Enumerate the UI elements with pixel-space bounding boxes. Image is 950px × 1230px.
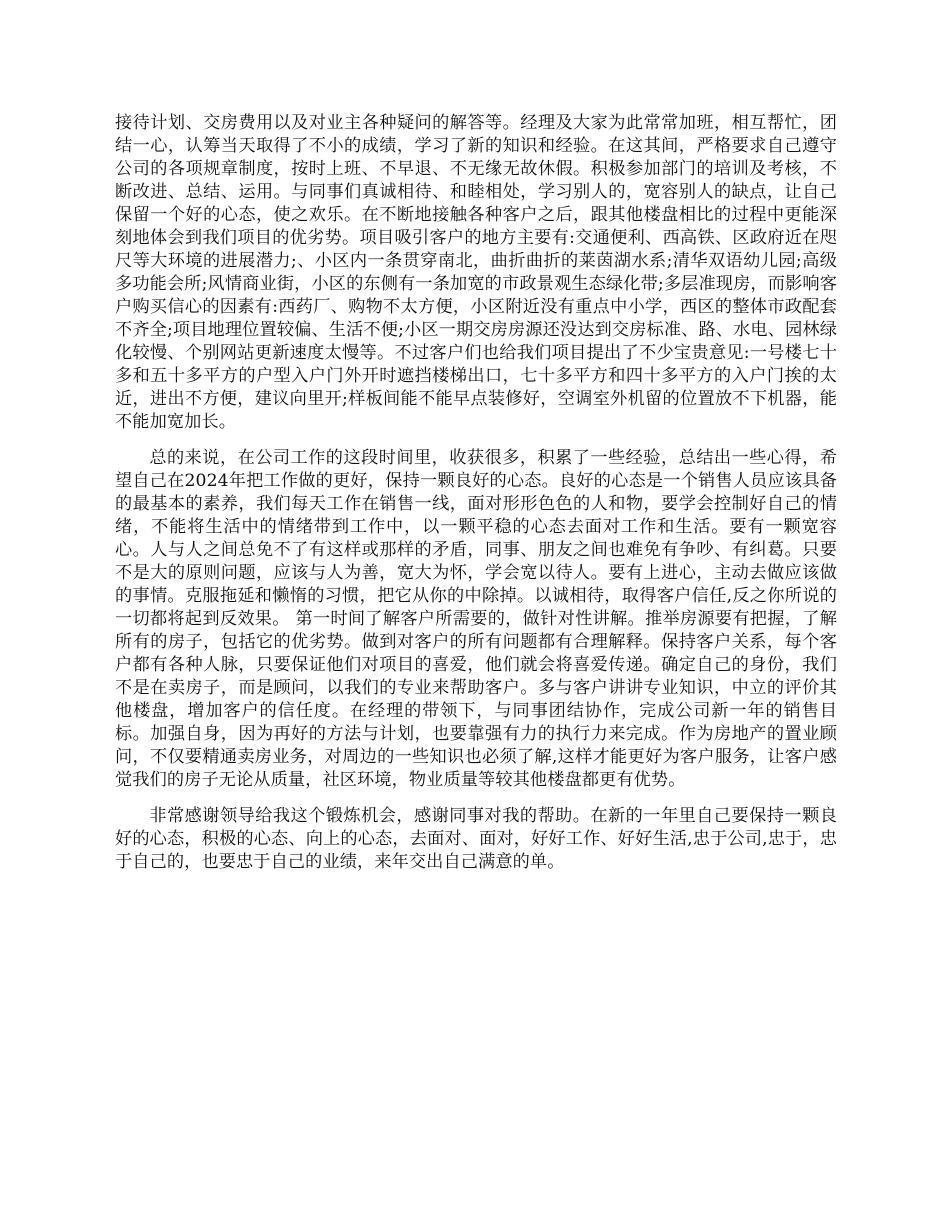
document-body bbox=[115, 112, 837, 887]
paragraph-continuation: 接待计划、交房费用以及对业主各种疑问的解答等。经理及大家为此常常加班，相互帮忙，团结一心，认筹当天取得了不小的成绩，学习了新的知识和经验。在这其间，严格要求自己遵守公司的各项规章制度，按时上班、不早退、不无缘无故休假。积极参加部门的培训及考核，不断改进、总结、运用。与同事们真诚相待、和睦相处，学习别人的，宽容别人的缺点，让自己保留一个好的心态，使之欢乐。在不断地接触各种客户之后，跟其他楼盘相比的过程中更能深刻地体会到我们项目的优劣势。项目吸引客户的地方主要有:交通便利、西高铁、区政府近在咫尺等大环境的进展潜力;、小区内一条贯穿南北，曲折曲折的莱茵湖水系;清华双语幼儿园;高级多功能会所;风情商业街，小区的东侧有一条加宽的市政景观生态绿化带;多层准现房，而影响客户购买信心的因素有:西药厂、购物不太方便，小区附近没有重点中小学，西区的整体市政配套不齐全;项目地理位置较偏、生活不便;小区一期交房房源还没达到交房标准、路、水电、园林绿化较慢、个别网站更新速度太慢等。不过客户们也给我们项目提出了不少宝贵意见:一号楼七十多和五十多平方的户型入户门外开时遮挡楼梯出口，七十多平方和四十多平方的入户门挨的太近，进出不方便，建议向里开;样板间能不能早点装修好，空调室外机留的位置放不下机器，能不能加宽加长。 bbox=[115, 113, 837, 432]
paragraph-thanks: 非常感谢领导给我这个锻炼机会，感谢同事对我的帮助。在新的一年里自己要保持一颗良好的心态，积极的心态、向上的心态，去面对、面对，好好工作、好好生活,忠于公司,忠于，忠于自己的，也要忠于自己的业绩，来年交出自己满意的单。 bbox=[115, 806, 837, 872]
paragraph-summary: 总的来说，在公司工作的这段时间里，收获很多，积累了一些经验，总结出一些心得，希望自己在2024年把工作做的更好，保持一颗良好的心态。良好的心态是一个销售人员应该具备的最基本的素养，我们每天工作在销售一线，面对形形色色的人和物，要学会控制好自己的情绪，不能将生活中的情绪带到工作中，以一颗平稳的心态去面对工作和生活。要有一颗宽容心。人与人之间总免不了有这样或那样的矛盾，同事、朋友之间也难免有争吵、有纠葛。只要不是大的原则问题，应该与人为善，宽大为怀，学会宽以待人。要有上进心，主动去做应该做的事情。克服拖延和懒惰的习惯，把它从你的中除掉。以诚相待，取得客户信任,反之你所说的一切都将起到反效果。 第一时间了解客户所需要的，做针对性讲解。推举房源要有把握，了解所有的房子，包括它的优劣势。做到对客户的所有问题都有合理解释。保持客户关系，每个客户都有各种人脉，只要保证他们对项目的喜爱，他们就会将喜爱传递。确定自己的身份，我们不是在卖房子，而是顾问，以我们的专业来帮助客户。多与客户讲讲专业知识，中立的评价其他楼盘，增加客户的信任度。在经理的带领下，与同事团结协作，完成公司新一年的销售目标。加强自身，因为再好的方法与计划，也要靠强有力的执行力来完成。作为房地产的置业顾问，不仅要精通卖房业务，对周边的一些知识也必须了解,这样才能更好为客户服务，让客户感觉我们的房子无论从质量，社区环境，物业质量等较其他楼盘都更有优势。 bbox=[115, 448, 837, 790]
